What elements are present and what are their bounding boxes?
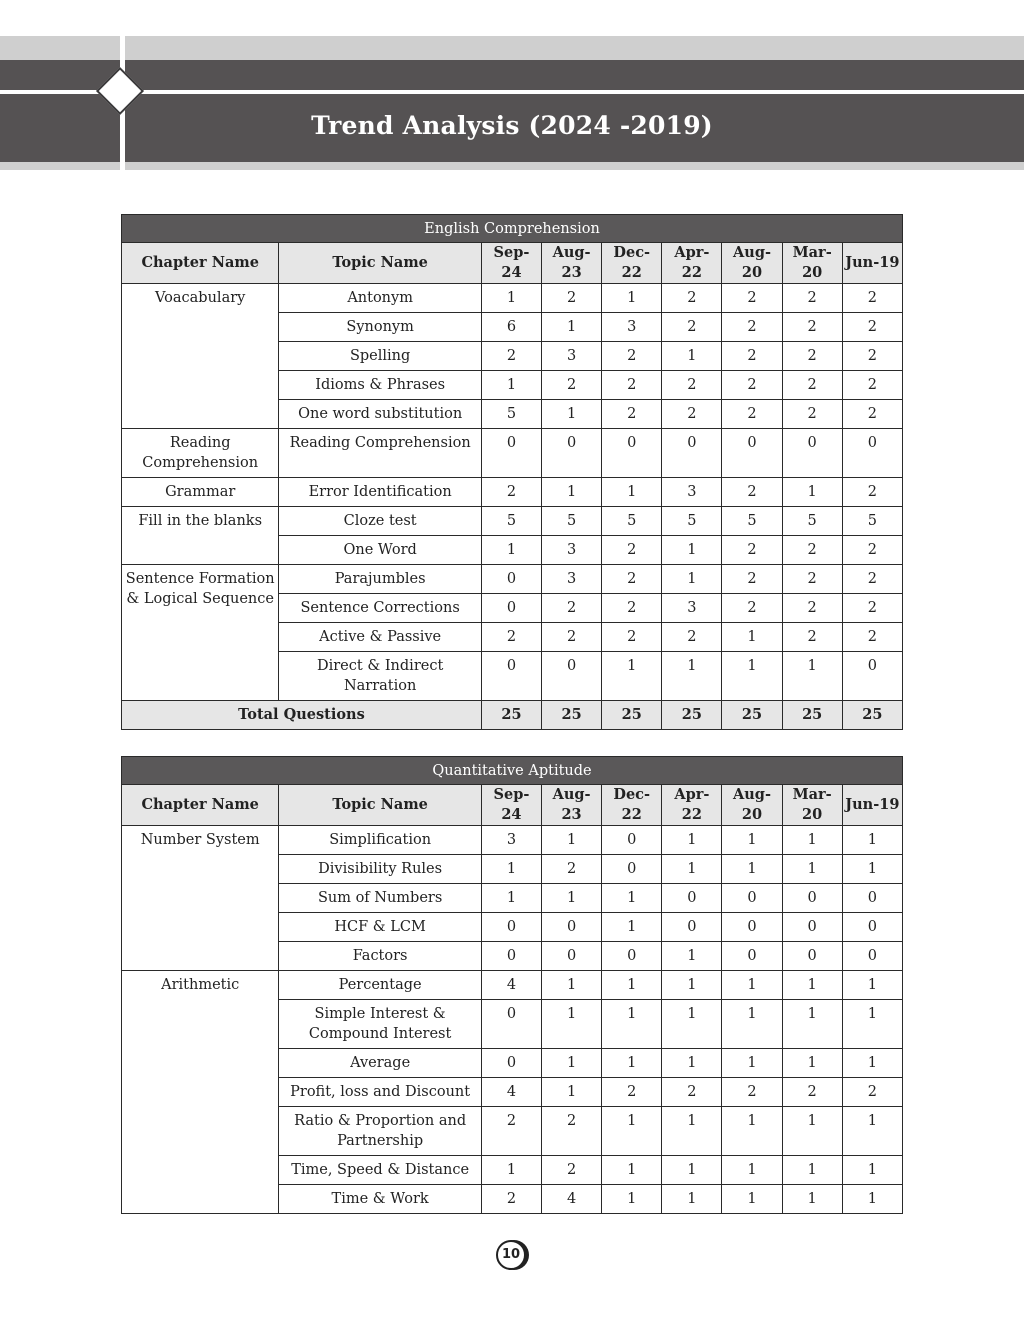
topic-name-header: Topic Name: [279, 785, 481, 826]
total-value: 25: [662, 701, 722, 730]
value-cell: 2: [602, 565, 662, 594]
value-cell: 1: [602, 913, 662, 942]
value-cell: 1: [662, 1156, 722, 1185]
value-cell: 2: [481, 1185, 541, 1214]
value-cell: 2: [722, 565, 782, 594]
value-cell: 0: [481, 942, 541, 971]
value-cell: 1: [782, 1049, 842, 1078]
value-cell: 1: [481, 371, 541, 400]
value-cell: 1: [542, 1078, 602, 1107]
value-cell: 1: [662, 942, 722, 971]
table-row: [122, 478, 903, 507]
chapter-name-cell: Sentence Formation & Logical Sequence: [122, 565, 279, 701]
topic-name-cell: Reading Comprehension: [279, 429, 482, 478]
topic-name-cell: Synonym: [279, 313, 482, 342]
value-cell: 1: [722, 971, 782, 1000]
value-cell: 1: [722, 1107, 782, 1156]
value-cell: 1: [662, 826, 722, 855]
value-cell: 2: [782, 342, 842, 371]
value-cell: 2: [602, 342, 662, 371]
chapter-name-header: Chapter Name: [122, 785, 279, 826]
header-band-bottom: [0, 162, 1024, 170]
value-cell: 1: [782, 971, 842, 1000]
value-cell: 3: [481, 826, 541, 855]
value-cell: 2: [662, 284, 722, 313]
topic-name-header: Topic Name: [279, 243, 482, 284]
value-cell: 1: [602, 1156, 662, 1185]
value-cell: 1: [542, 1000, 602, 1049]
total-row: [122, 701, 903, 730]
value-cell: 0: [662, 429, 722, 478]
value-cell: 1: [722, 1185, 782, 1214]
topic-name-cell: Time, Speed & Distance: [279, 1156, 481, 1185]
value-cell: 0: [542, 913, 602, 942]
year-header: Dec-22: [602, 785, 662, 826]
value-cell: 5: [481, 400, 541, 429]
value-cell: 1: [842, 1000, 902, 1049]
value-cell: 1: [602, 652, 662, 701]
year-header: Jun-19: [842, 243, 902, 284]
value-cell: 4: [481, 1078, 541, 1107]
year-header: Apr-22: [662, 243, 722, 284]
value-cell: 1: [481, 284, 541, 313]
value-cell: 1: [722, 1000, 782, 1049]
topic-name-cell: Parajumbles: [279, 565, 482, 594]
value-cell: 0: [542, 652, 602, 701]
year-header: Aug-23: [542, 243, 602, 284]
year-header: Apr-22: [662, 785, 722, 826]
value-cell: 2: [481, 478, 541, 507]
value-cell: 1: [542, 313, 602, 342]
value-cell: 0: [481, 429, 541, 478]
topic-name-cell: Average: [279, 1049, 481, 1078]
section-title: Quantitative Aptitude: [122, 757, 903, 785]
topic-name-cell: Percentage: [279, 971, 481, 1000]
value-cell: 0: [481, 1000, 541, 1049]
chapter-name-cell: Arithmetic: [122, 971, 279, 1214]
value-cell: 5: [602, 507, 662, 536]
value-cell: 2: [842, 565, 902, 594]
value-cell: 1: [842, 971, 902, 1000]
value-cell: 0: [842, 429, 902, 478]
table-row: [122, 971, 903, 1000]
value-cell: 2: [542, 1107, 602, 1156]
table-row: [122, 284, 903, 313]
value-cell: 0: [481, 913, 541, 942]
value-cell: 1: [842, 855, 902, 884]
value-cell: 1: [842, 1185, 902, 1214]
topic-name-cell: Divisibility Rules: [279, 855, 481, 884]
header-band-top: [0, 36, 1024, 60]
year-header: Mar-20: [782, 785, 842, 826]
total-value: 25: [481, 701, 541, 730]
chapter-name-cell: Fill in the blanks: [122, 507, 279, 565]
value-cell: 0: [481, 594, 541, 623]
value-cell: 5: [722, 507, 782, 536]
value-cell: 1: [542, 1049, 602, 1078]
value-cell: 2: [722, 371, 782, 400]
value-cell: 2: [782, 313, 842, 342]
table-row: [122, 429, 903, 478]
value-cell: 3: [542, 565, 602, 594]
value-cell: 1: [662, 971, 722, 1000]
value-cell: 2: [602, 536, 662, 565]
topic-name-cell: Time & Work: [279, 1185, 481, 1214]
value-cell: 1: [602, 884, 662, 913]
table-row: [122, 565, 903, 594]
value-cell: 2: [722, 342, 782, 371]
topic-name-cell: Antonym: [279, 284, 482, 313]
total-value: 25: [602, 701, 662, 730]
value-cell: 2: [722, 313, 782, 342]
value-cell: 0: [602, 942, 662, 971]
topic-name-cell: Profit, loss and Discount: [279, 1078, 481, 1107]
value-cell: 1: [782, 652, 842, 701]
value-cell: 1: [722, 1049, 782, 1078]
year-header: Dec-22: [602, 243, 662, 284]
topic-name-cell: Simplification: [279, 826, 481, 855]
value-cell: 4: [481, 971, 541, 1000]
quantitative-aptitude-table: [121, 756, 903, 1214]
value-cell: 0: [662, 913, 722, 942]
value-cell: 0: [542, 942, 602, 971]
total-label: Total Questions: [122, 701, 482, 730]
value-cell: 0: [782, 942, 842, 971]
value-cell: 1: [842, 826, 902, 855]
chapter-name-header: Chapter Name: [122, 243, 279, 284]
value-cell: 2: [722, 594, 782, 623]
topic-name-cell: Sentence Corrections: [279, 594, 482, 623]
topic-name-cell: Sum of Numbers: [279, 884, 481, 913]
value-cell: 1: [722, 652, 782, 701]
value-cell: 2: [722, 400, 782, 429]
value-cell: 0: [842, 884, 902, 913]
value-cell: 2: [722, 1078, 782, 1107]
value-cell: 2: [782, 1078, 842, 1107]
value-cell: 0: [481, 652, 541, 701]
value-cell: 5: [662, 507, 722, 536]
value-cell: 1: [782, 478, 842, 507]
year-header: Aug-20: [722, 785, 782, 826]
value-cell: 1: [481, 884, 541, 913]
english-comprehension-table: [121, 214, 903, 730]
value-cell: 2: [842, 400, 902, 429]
value-cell: 1: [542, 971, 602, 1000]
table-row: [122, 826, 903, 855]
value-cell: 1: [662, 652, 722, 701]
value-cell: 1: [842, 1156, 902, 1185]
header-band-upper: [0, 60, 1024, 90]
topic-name-cell: One word substitution: [279, 400, 482, 429]
value-cell: 1: [662, 536, 722, 565]
value-cell: 1: [782, 855, 842, 884]
value-cell: 1: [542, 826, 602, 855]
value-cell: 2: [542, 284, 602, 313]
topic-name-cell: Active & Passive: [279, 623, 482, 652]
value-cell: 1: [542, 478, 602, 507]
value-cell: 1: [782, 1107, 842, 1156]
year-header: Aug-23: [542, 785, 602, 826]
year-header: Sep-24: [481, 785, 541, 826]
value-cell: 5: [481, 507, 541, 536]
value-cell: 5: [782, 507, 842, 536]
table-row: [122, 507, 903, 536]
year-header: Sep-24: [481, 243, 541, 284]
value-cell: 0: [602, 429, 662, 478]
value-cell: 3: [542, 342, 602, 371]
value-cell: 1: [602, 1000, 662, 1049]
value-cell: 2: [602, 371, 662, 400]
value-cell: 2: [542, 594, 602, 623]
value-cell: 0: [842, 652, 902, 701]
value-cell: 1: [542, 884, 602, 913]
year-header: Mar-20: [782, 243, 842, 284]
value-cell: 0: [782, 913, 842, 942]
value-cell: 1: [481, 1156, 541, 1185]
value-cell: 2: [722, 478, 782, 507]
value-cell: 1: [842, 1049, 902, 1078]
value-cell: 1: [722, 826, 782, 855]
value-cell: 2: [722, 536, 782, 565]
value-cell: 2: [481, 1107, 541, 1156]
total-value: 25: [722, 701, 782, 730]
value-cell: 2: [782, 565, 842, 594]
value-cell: 2: [542, 855, 602, 884]
value-cell: 5: [542, 507, 602, 536]
year-header: Aug-20: [722, 243, 782, 284]
topic-name-cell: Spelling: [279, 342, 482, 371]
value-cell: 0: [602, 855, 662, 884]
value-cell: 1: [481, 536, 541, 565]
value-cell: 5: [842, 507, 902, 536]
topic-name-cell: HCF & LCM: [279, 913, 481, 942]
total-value: 25: [782, 701, 842, 730]
section-title: English Comprehension: [122, 215, 903, 243]
value-cell: 1: [602, 1049, 662, 1078]
value-cell: 1: [662, 1185, 722, 1214]
value-cell: 2: [782, 623, 842, 652]
value-cell: 1: [602, 1185, 662, 1214]
value-cell: 3: [602, 313, 662, 342]
value-cell: 2: [542, 371, 602, 400]
value-cell: 1: [782, 1000, 842, 1049]
value-cell: 0: [722, 884, 782, 913]
value-cell: 2: [602, 623, 662, 652]
value-cell: 2: [542, 1156, 602, 1185]
topic-name-cell: Idioms & Phrases: [279, 371, 482, 400]
value-cell: 0: [842, 913, 902, 942]
page-title: Trend Analysis (2024 -2019): [311, 111, 713, 140]
chapter-name-cell: Reading Comprehension: [122, 429, 279, 478]
value-cell: 6: [481, 313, 541, 342]
value-cell: 2: [662, 313, 722, 342]
value-cell: 3: [662, 478, 722, 507]
chapter-name-cell: Grammar: [122, 478, 279, 507]
value-cell: 0: [782, 884, 842, 913]
value-cell: 2: [842, 313, 902, 342]
value-cell: 0: [782, 429, 842, 478]
value-cell: 3: [662, 594, 722, 623]
value-cell: 2: [722, 284, 782, 313]
value-cell: 4: [542, 1185, 602, 1214]
value-cell: 1: [662, 342, 722, 371]
column-header-row: [122, 243, 903, 284]
topic-name-cell: Cloze test: [279, 507, 482, 536]
value-cell: 2: [782, 594, 842, 623]
value-cell: 0: [481, 565, 541, 594]
value-cell: 2: [782, 400, 842, 429]
topic-name-cell: Factors: [279, 942, 481, 971]
value-cell: 2: [782, 284, 842, 313]
value-cell: 2: [842, 536, 902, 565]
value-cell: 3: [542, 536, 602, 565]
value-cell: 2: [842, 284, 902, 313]
value-cell: 2: [481, 342, 541, 371]
value-cell: 0: [722, 913, 782, 942]
value-cell: 2: [662, 371, 722, 400]
chapter-name-cell: Voacabulary: [122, 284, 279, 429]
value-cell: 1: [782, 1185, 842, 1214]
value-cell: 1: [842, 1107, 902, 1156]
value-cell: 2: [481, 623, 541, 652]
value-cell: 2: [842, 1078, 902, 1107]
value-cell: 2: [842, 371, 902, 400]
value-cell: 2: [782, 536, 842, 565]
value-cell: 1: [662, 1049, 722, 1078]
value-cell: 0: [722, 942, 782, 971]
value-cell: 1: [722, 623, 782, 652]
value-cell: 2: [662, 400, 722, 429]
value-cell: 2: [662, 623, 722, 652]
value-cell: 0: [722, 429, 782, 478]
value-cell: 1: [782, 826, 842, 855]
topic-name-cell: Ratio & Proportion and Partnership: [279, 1107, 481, 1156]
value-cell: 1: [602, 284, 662, 313]
value-cell: 1: [722, 855, 782, 884]
value-cell: 1: [722, 1156, 782, 1185]
value-cell: 2: [782, 371, 842, 400]
value-cell: 2: [842, 342, 902, 371]
total-value: 25: [842, 701, 902, 730]
value-cell: 0: [481, 1049, 541, 1078]
value-cell: 2: [542, 623, 602, 652]
topic-name-cell: Direct & Indirect Narration: [279, 652, 482, 701]
value-cell: 1: [662, 1107, 722, 1156]
column-header-row: [122, 785, 903, 826]
chapter-name-cell: Number System: [122, 826, 279, 971]
value-cell: 2: [842, 623, 902, 652]
topic-name-cell: One Word: [279, 536, 482, 565]
topic-name-cell: Simple Interest & Compound Interest: [279, 1000, 481, 1049]
value-cell: 2: [662, 1078, 722, 1107]
value-cell: 0: [542, 429, 602, 478]
value-cell: 2: [602, 1078, 662, 1107]
value-cell: 2: [602, 400, 662, 429]
value-cell: 1: [481, 855, 541, 884]
value-cell: 1: [542, 400, 602, 429]
value-cell: 1: [662, 1000, 722, 1049]
value-cell: 1: [602, 478, 662, 507]
value-cell: 1: [602, 1107, 662, 1156]
topic-name-cell: Error Identification: [279, 478, 482, 507]
value-cell: 2: [602, 594, 662, 623]
value-cell: 2: [842, 478, 902, 507]
value-cell: 1: [662, 565, 722, 594]
page-number: 10: [496, 1240, 526, 1270]
value-cell: 1: [662, 855, 722, 884]
value-cell: 0: [602, 826, 662, 855]
value-cell: 1: [602, 971, 662, 1000]
value-cell: 1: [782, 1156, 842, 1185]
value-cell: 0: [662, 884, 722, 913]
value-cell: 0: [842, 942, 902, 971]
year-header: Jun-19: [842, 785, 902, 826]
value-cell: 2: [842, 594, 902, 623]
total-value: 25: [542, 701, 602, 730]
